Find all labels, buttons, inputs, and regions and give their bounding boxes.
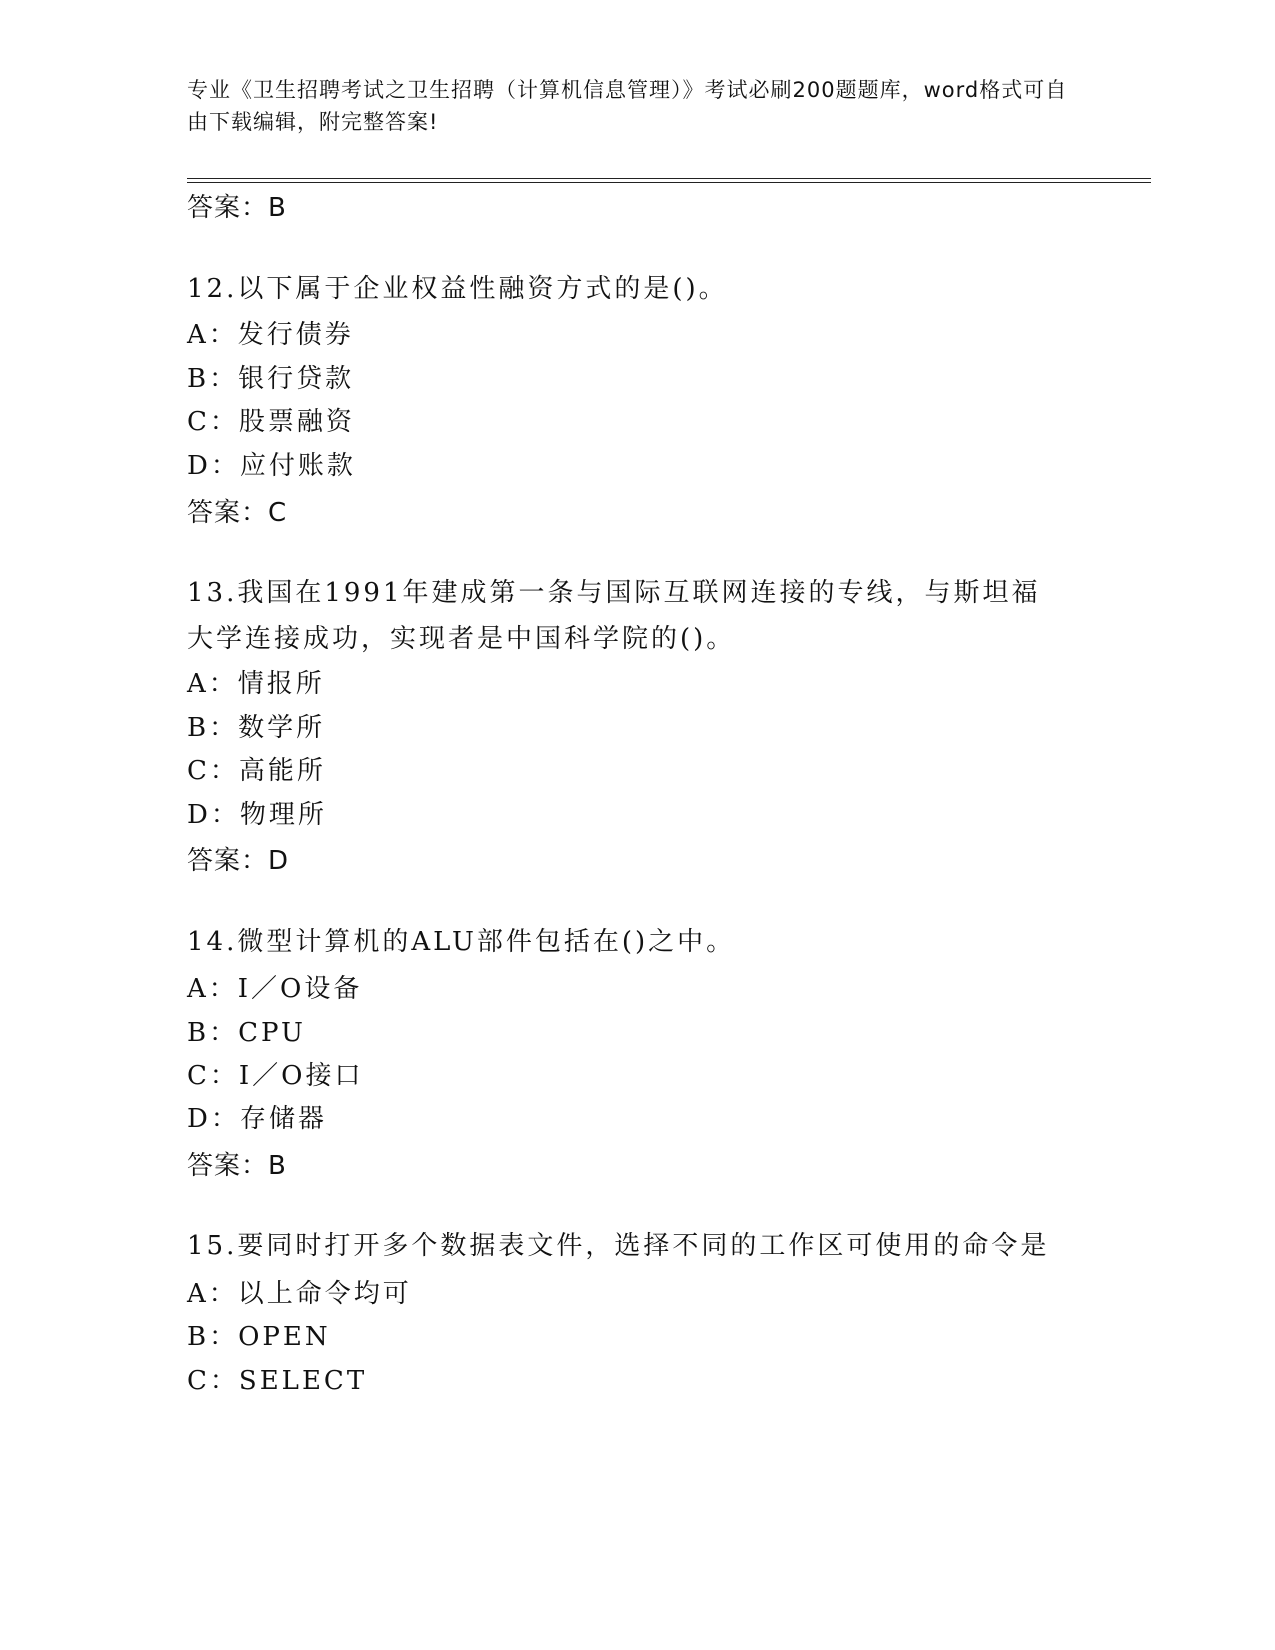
option-d: D：物理所	[187, 800, 327, 830]
option-c: C：I／O接口	[187, 1061, 364, 1091]
question-text: 13.我国在1991年建成第一条与国际互联网连接的专线，与斯坦福大学连接成功，实现者是中国科学院的()。	[187, 578, 1041, 654]
option-b: B：OPEN	[187, 1322, 331, 1352]
option-a: A：以上命令均可	[187, 1279, 412, 1309]
option-c: C：股票融资	[187, 407, 355, 437]
document-header: 专业《卫生招聘考试之卫生招聘（计算机信息管理）》考试必刷200题题库，word格式可自由下载编辑，附完整答案!	[187, 78, 1068, 134]
header-divider	[187, 178, 1151, 183]
question-text: 15.要同时打开多个数据表文件，选择不同的工作区可使用的命令是	[187, 1231, 1050, 1261]
answer-label: 答案：D	[187, 846, 290, 876]
answer-label: 答案：C	[187, 498, 288, 528]
answer-label: 答案：B	[187, 1151, 287, 1181]
option-a: A：情报所	[187, 669, 325, 699]
option-b: B：CPU	[187, 1018, 306, 1048]
answer-label: 答案：B	[187, 193, 287, 223]
question-text: 14.微型计算机的ALU部件包括在()之中。	[187, 927, 736, 957]
option-c: C：SELECT	[187, 1366, 368, 1396]
option-a: A：I／O设备	[187, 974, 363, 1004]
option-b: B：银行贷款	[187, 364, 355, 394]
option-c: C：高能所	[187, 756, 326, 786]
option-d: D：应付账款	[187, 451, 356, 481]
option-d: D：存储器	[187, 1104, 327, 1134]
question-text: 12.以下属于企业权益性融资方式的是()。	[187, 274, 728, 304]
option-b: B：数学所	[187, 713, 326, 743]
option-a: A：发行债券	[187, 320, 354, 350]
